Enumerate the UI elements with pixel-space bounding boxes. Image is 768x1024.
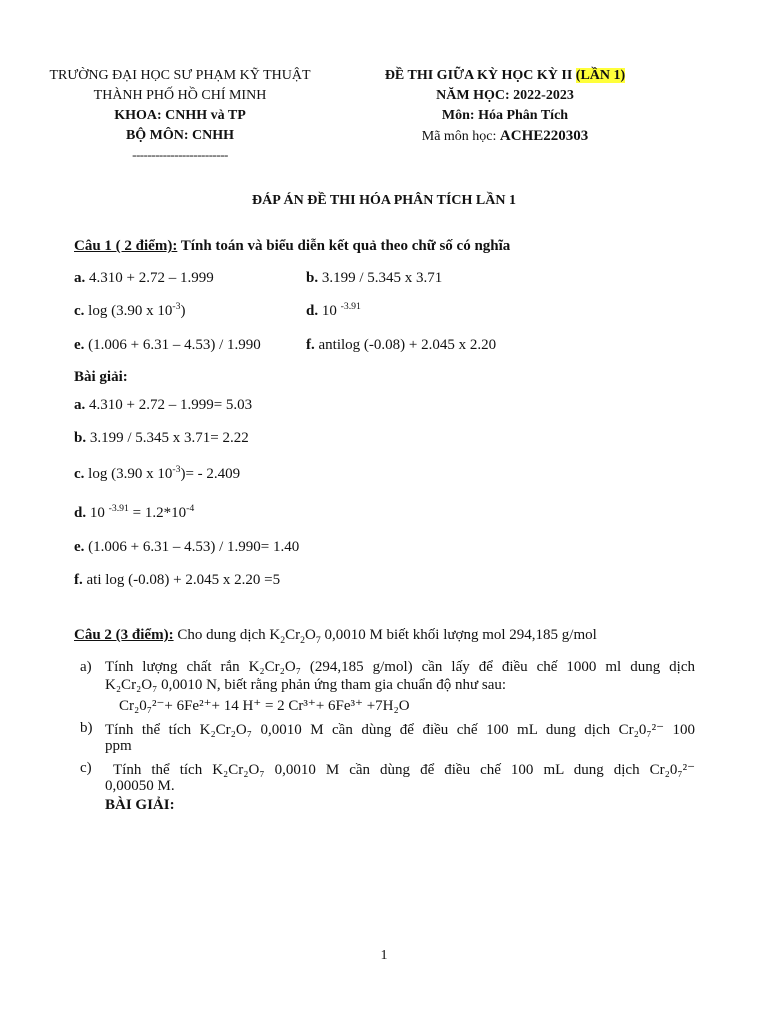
university-name: TRƯỜNG ĐẠI HỌC SƯ PHẠM KỸ THUẬT	[49, 68, 311, 83]
q1-sol-d-pre: 10	[86, 505, 109, 521]
q2-heading-sub-1: 2	[280, 635, 286, 646]
q1-sol-d-exp: -3.91	[108, 503, 129, 514]
q2-a-equation: Cr₂0₇²⁻+ 6Fe²⁺+ 14 H⁺ = 2 Cr³⁺+ 6Fe³⁺ +7H₂O	[119, 698, 410, 714]
q2-heading-sub-2: 2	[300, 635, 305, 646]
q1-sol-b-label: b.	[74, 430, 87, 446]
q2-a-line1: Tính lượng chất rắn K₂Cr₂O₇ (294,185 g/mol) cần lấy để điều chế 1000 ml dung dịch	[105, 659, 695, 675]
faculty-name: KHOA: CNHH và TP	[114, 108, 246, 123]
q1-b-text: 3.199 / 5.345 x 3.71	[318, 270, 443, 286]
q1-sol-e-text: (1.006 + 6.31 – 4.53) / 1.990= 1.40	[84, 539, 300, 555]
q2-a-label: a)	[80, 659, 92, 675]
q1-sol-a-text: 4.310 + 2.72 – 1.999= 5.03	[85, 397, 253, 413]
q1-solution-f	[74, 572, 280, 589]
q1-item-d	[306, 303, 361, 320]
q1-item-e	[74, 337, 261, 354]
q1-sol-c-exp: -3	[172, 464, 181, 475]
exam-title	[360, 68, 650, 84]
q1-sol-a-label: a.	[74, 397, 86, 413]
header-divider: -------------------------	[132, 147, 228, 162]
q1-sol-f-label: f.	[74, 572, 83, 588]
q1-item-a	[74, 270, 214, 287]
answer-key-title: ĐÁP ÁN ĐỀ THI HÓA PHÂN TÍCH LẦN 1	[252, 193, 516, 208]
q1-heading-text: Tính toán và biểu diễn kết quả theo chữ số có nghĩa	[177, 238, 511, 254]
department-name: BỘ MÔN: CNHH	[125, 128, 235, 143]
q2-heading-text-3: O	[305, 627, 316, 643]
subject-code-line	[360, 128, 650, 145]
q1-sol-d-exp2: -4	[186, 503, 195, 514]
q2-c-label: c)	[80, 760, 92, 776]
q1-c-tail: )	[180, 303, 186, 319]
page-number: 1	[380, 948, 388, 963]
academic-year: NĂM HỌC: 2022-2023	[436, 88, 574, 103]
q1-solution-b	[74, 430, 249, 447]
q1-sol-c-label: c.	[74, 466, 85, 482]
q1-b-label: b.	[306, 270, 319, 286]
q1-c-exp: -3	[172, 301, 181, 312]
exam-round-highlight: (LẦN 1)	[575, 68, 626, 83]
exam-title-text: ĐỀ THI GIỮA KỲ HỌC KỲ II	[384, 68, 576, 83]
q1-solution-c	[74, 466, 240, 483]
q1-item-c	[74, 303, 185, 320]
q2-b-line2: ppm	[105, 738, 132, 754]
city-name: THÀNH PHỐ HỒ CHÍ MINH	[93, 88, 267, 103]
q2-b-line1: Tính thể tích K₂Cr₂O₇ 0,0010 M cần dùng để điều chế 100 mL dung dịch Cr₂0₇²⁻ 100	[105, 722, 695, 738]
q1-sol-b-text: 3.199 / 5.345 x 3.71= 2.22	[86, 430, 249, 446]
q1-f-text: antilog (-0.08) + 2.045 x 2.20	[314, 337, 497, 353]
q1-sol-f-text: ati log (-0.08) + 2.045 x 2.20 =5	[82, 572, 281, 588]
q1-item-f	[306, 337, 496, 354]
q1-a-text: 4.310 + 2.72 – 1.999	[85, 270, 214, 286]
q1-c-text: log (3.90 x 10	[84, 303, 173, 319]
subject-code: ACHE220303	[499, 128, 589, 144]
q2-a-line2: K₂Cr₂O₇ 0,0010 N, biết rằng phản ứng tham gia chuẩn độ như sau:	[105, 677, 507, 693]
q2-b-label: b)	[80, 720, 93, 736]
q1-f-label: f.	[306, 337, 315, 353]
q2-solution-heading: BÀI GIẢI:	[105, 797, 175, 813]
subject-code-label: Mã môn học:	[421, 129, 500, 144]
q2-c-line1: Tính thể tích K₂Cr₂O₇ 0,0010 M cần dùng để điều chế 100 mL dung dịch Cr₂0₇²⁻	[113, 762, 695, 778]
q1-sol-d-mid: = 1.2*10	[128, 505, 187, 521]
q2-heading	[74, 627, 597, 644]
q1-d-text: 10	[318, 303, 341, 319]
q2-heading-sub-3: 7	[315, 635, 321, 646]
q1-d-label: d.	[306, 303, 319, 319]
q1-c-label: c.	[74, 303, 85, 319]
q1-heading	[74, 238, 510, 255]
q1-sol-c-post: )= - 2.409	[180, 466, 241, 482]
q2-heading-label: Câu 2 (3 điểm):	[74, 627, 174, 643]
q2-heading-text-1: Cho dung dịch K	[173, 627, 281, 643]
q1-solution-a	[74, 397, 252, 414]
q1-a-label: a.	[74, 270, 86, 286]
q1-solution-d	[74, 505, 194, 522]
q1-heading-label: Câu 1 ( 2 điểm):	[74, 238, 178, 254]
q1-d-exp: -3.91	[340, 301, 361, 312]
q1-solution-e	[74, 539, 299, 556]
q1-sol-c-pre: log (3.90 x 10	[84, 466, 173, 482]
subject-name: Môn: Hóa Phân Tích	[441, 108, 569, 123]
q1-e-label: e.	[74, 337, 85, 353]
q1-sol-d-label: d.	[74, 505, 87, 521]
q1-item-b	[306, 270, 442, 287]
q1-solution-heading: Bài giải:	[74, 369, 128, 385]
q1-sol-e-label: e.	[74, 539, 85, 555]
q2-c-line2: 0,00050 M.	[105, 778, 175, 794]
q2-heading-text-2: Cr	[285, 627, 301, 643]
q2-heading-text-4: 0,0010 M biết khối lượng mol 294,185 g/mol	[320, 627, 597, 643]
q1-e-text: (1.006 + 6.31 – 4.53) / 1.990	[84, 337, 261, 353]
